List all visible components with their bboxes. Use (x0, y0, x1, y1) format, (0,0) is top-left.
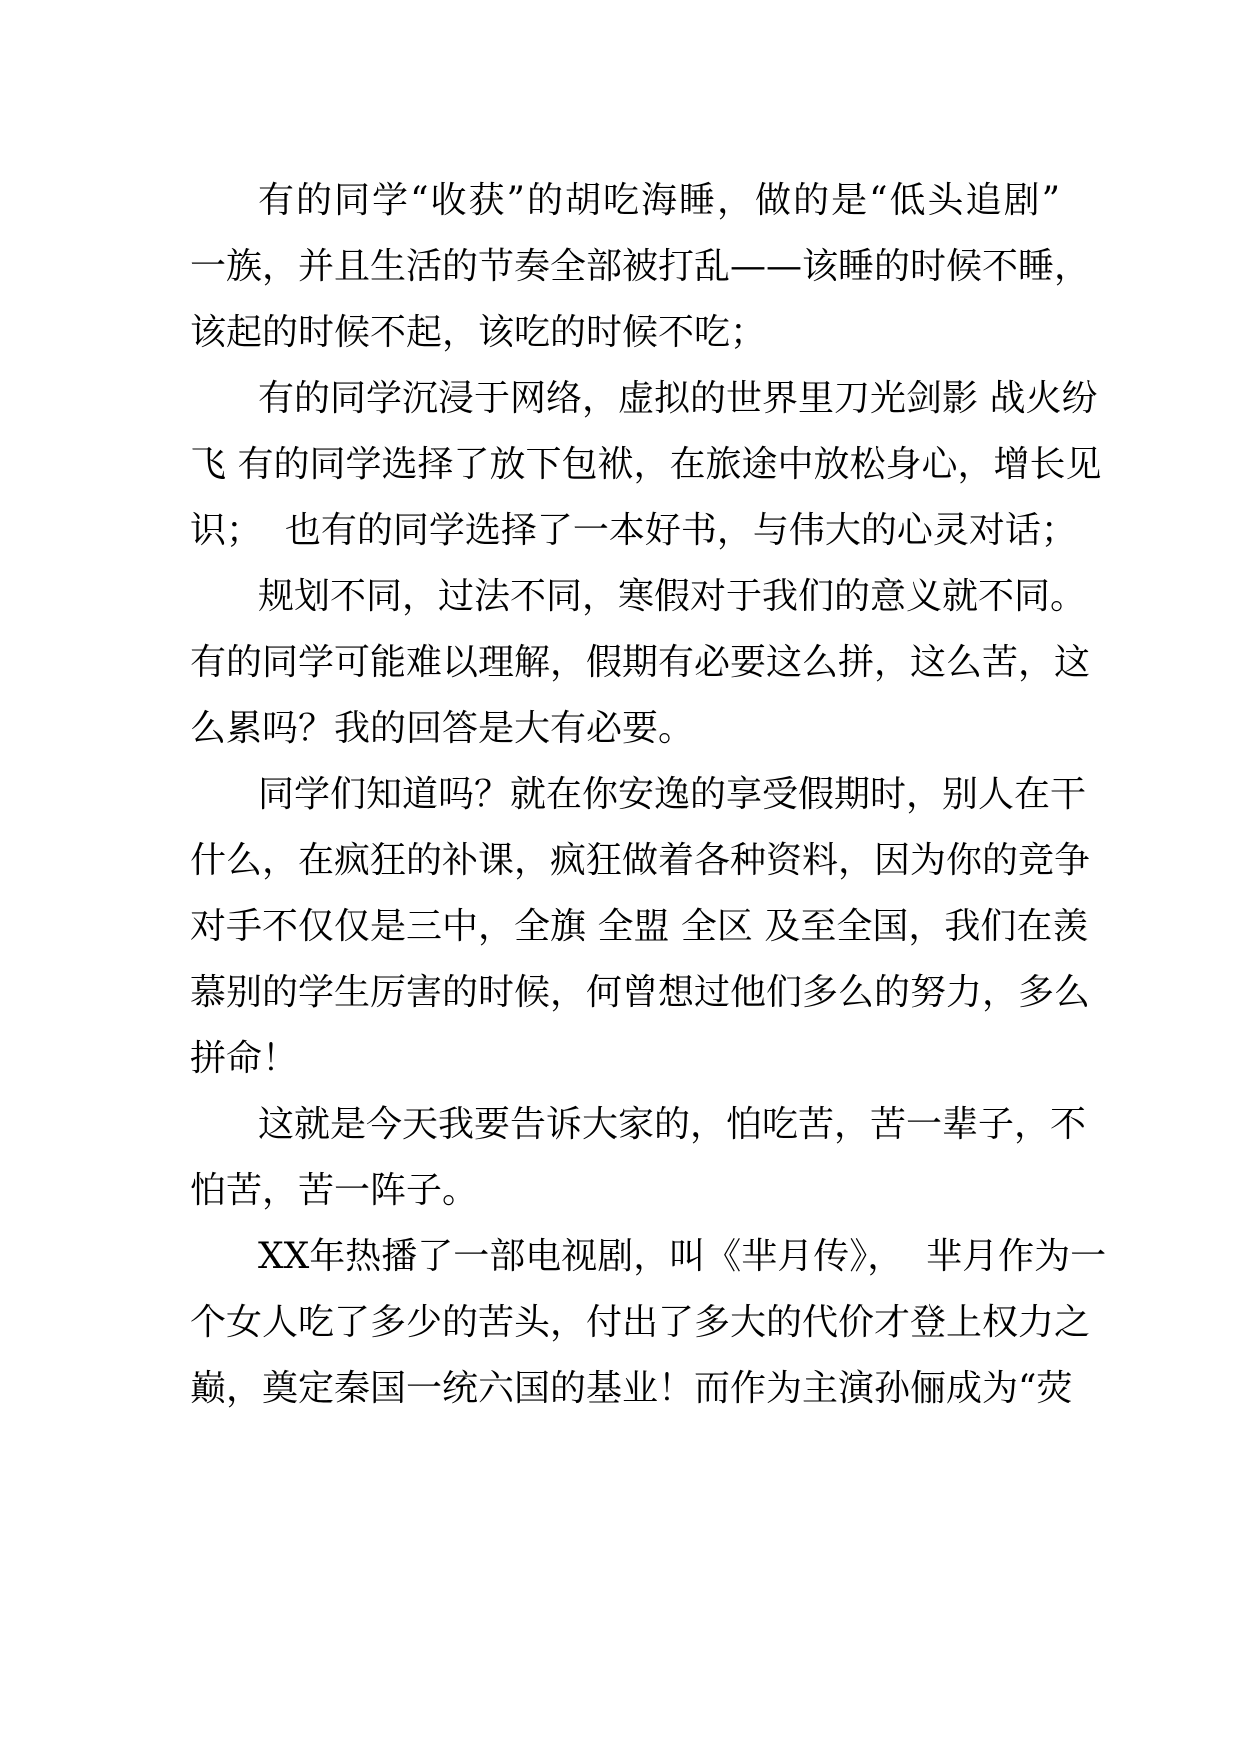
text-line: 有的同学沉浸于网络，虚拟的世界里刀光剑影 战火纷 (258, 378, 1098, 419)
document-body (190, 168, 1107, 1422)
text-line: XX年热播了一部电视剧，叫《芈月传》， 芈月作为一 (258, 1236, 1107, 1277)
text-line: 同学们知道吗？就在你安逸的享受假期时，别人在干 (258, 774, 1087, 815)
text-line: 个女人吃了多少的苦头，付出了多大的代价才登上权力之 (190, 1302, 1091, 1343)
text-line: 有的同学“收获”的胡吃海睡，做的是“低头追剧” (258, 180, 1060, 221)
text-line: 么累吗？我的回答是大有必要。 (190, 708, 695, 749)
text-line: 规划不同，过法不同，寒假对于我们的意义就不同。 (258, 576, 1087, 617)
text-line: 飞 有的同学选择了放下包袱，在旅途中放松身心，增长见 (190, 444, 1102, 485)
text-line: 识； 也有的同学选择了一本好书，与伟大的心灵对话； (190, 510, 1077, 551)
text-line: 什么，在疯狂的补课，疯狂做着各种资料，因为你的竞争 (190, 840, 1091, 881)
text-line: 该起的时候不起，该吃的时候不吃； (190, 312, 767, 353)
text-line: 拼命！ (190, 1038, 299, 1079)
text-line: 巅，奠定秦国一统六国的基业！而作为主演孙俪成为“荧 (190, 1368, 1073, 1409)
text-line: 对手不仅仅是三中，全旗 全盟 全区 及至全国，我们在羡 (190, 906, 1089, 947)
text-line: 这就是今天我要告诉大家的，怕吃苦，苦一辈子，不 (258, 1104, 1087, 1145)
text-line: 慕别的学生厉害的时候，何曾想过他们多么的努力，多么 (190, 972, 1091, 1013)
text-line: 有的同学可能难以理解，假期有必要这么拼，这么苦，这 (190, 642, 1091, 683)
text-line: 怕苦，苦一阵子。 (190, 1170, 479, 1211)
text-line: 一族，并且生活的节奏全部被打乱——该睡的时候不睡， (190, 246, 1091, 287)
